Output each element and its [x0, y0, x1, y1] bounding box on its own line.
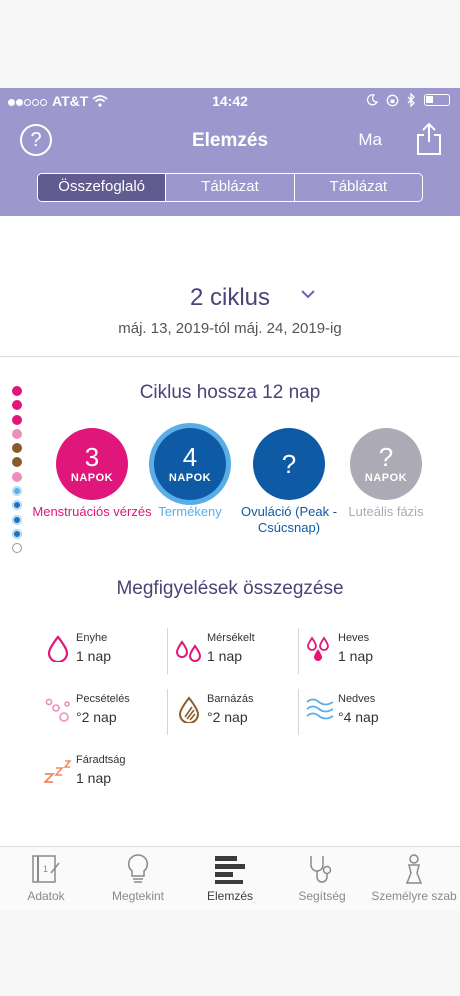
tab-data[interactable] — [0, 853, 92, 903]
cycle-day-dot — [12, 486, 22, 496]
observation-spotting[interactable] — [44, 687, 164, 737]
cycle-day-dot — [12, 472, 22, 482]
carrier: AT&T — [52, 93, 89, 109]
phase-count: 4 — [182, 442, 198, 472]
notebook-icon — [29, 853, 63, 885]
tab-analysis[interactable] — [184, 853, 276, 903]
moon-icon — [366, 94, 378, 106]
phase-label: Ovuláció (Peak - Csúcsnap) — [240, 504, 338, 535]
share-icon[interactable] — [416, 122, 442, 156]
spotting-icon — [44, 695, 72, 723]
cycle-selector[interactable] — [0, 284, 460, 312]
battery-icon — [424, 94, 450, 106]
bars-icon — [213, 853, 247, 885]
phase-label: Termékeny — [158, 504, 222, 519]
observation-name: Barnázás — [207, 693, 254, 705]
phase-circle — [56, 428, 128, 500]
segment-table-1[interactable]: Táblázat — [166, 174, 294, 201]
observation-name: Nedves — [338, 693, 376, 705]
observation-value: °2 nap — [76, 709, 117, 725]
status-right — [366, 93, 450, 107]
observation-heavy[interactable] — [306, 626, 426, 676]
observation-name: Enyhe — [76, 632, 108, 644]
divider — [298, 689, 299, 735]
observation-light[interactable] — [44, 626, 164, 676]
page-title: Elemzés — [191, 130, 269, 151]
stethoscope-icon — [305, 853, 339, 885]
segment-table-2[interactable]: Táblázat — [329, 178, 388, 195]
phase-circle — [350, 428, 422, 500]
divider — [167, 628, 168, 674]
rotation-lock-icon — [386, 94, 399, 107]
cycle-day-dot — [12, 529, 22, 539]
tab-label: Megtekint — [111, 889, 165, 903]
app-screen — [0, 88, 460, 910]
tab-label: Adatok — [27, 889, 65, 903]
tab-help[interactable] — [276, 853, 368, 903]
observation-fatigue[interactable] — [44, 748, 164, 798]
cycle-day-dot — [12, 443, 22, 453]
phase-count: ? — [281, 449, 297, 479]
tab-review[interactable] — [92, 853, 184, 903]
tab-customize[interactable] — [368, 853, 460, 903]
cycle-day-dot — [12, 415, 22, 425]
bluetooth-icon — [407, 93, 416, 107]
tab-label: Elemzés — [206, 889, 253, 903]
observation-value: °2 nap — [207, 709, 248, 725]
cycle-day-dot — [12, 500, 22, 510]
cycle-day-dots — [12, 386, 24, 558]
observation-name: Fáradtság — [76, 754, 126, 766]
observation-brownish[interactable] — [175, 687, 295, 737]
today-button[interactable]: Ma — [358, 130, 382, 149]
tab-label: Segítség — [298, 889, 346, 903]
cycle-title: 2 ciklus — [189, 284, 271, 311]
divider — [0, 356, 460, 357]
divider — [298, 628, 299, 674]
zzz-icon — [44, 756, 72, 784]
cycle-day-dot — [12, 429, 22, 439]
phase-count: ? — [378, 442, 394, 472]
observation-wet[interactable] — [306, 687, 426, 737]
phase-unit: NAPOK — [70, 472, 114, 484]
moderate-drops-icon — [175, 634, 203, 662]
observation-name: Heves — [338, 632, 370, 644]
observation-name: Mérsékelt — [207, 632, 255, 644]
observation-value: 1 nap — [76, 648, 112, 664]
phase-circle — [154, 428, 226, 500]
phase-luteal[interactable] — [321, 428, 451, 520]
lightbulb-icon — [121, 853, 155, 885]
brown-drop-icon — [175, 695, 203, 723]
chevron-down-icon[interactable] — [298, 284, 318, 304]
phase-circle — [253, 428, 325, 500]
wet-waves-icon — [306, 695, 334, 723]
phase-label: Luteális fázis — [348, 504, 424, 519]
cycle-day-dot — [12, 543, 22, 553]
svg-text:1: 1 — [43, 864, 49, 874]
segment-summary[interactable]: Összefoglaló — [38, 174, 166, 201]
observation-value: °4 nap — [338, 709, 379, 725]
phase-unit: NAPOK — [168, 472, 212, 484]
observation-name: Pecsételés — [76, 693, 130, 705]
tab-label: Személyre szab — [371, 889, 457, 903]
help-button[interactable]: ? — [20, 124, 52, 156]
observations-title: Megfigyelések összegzése — [116, 578, 344, 599]
phase-count: 3 — [84, 442, 100, 472]
cycle-day-dot — [12, 457, 22, 467]
phase-unit: NAPOK — [364, 472, 408, 484]
cycle-length: Ciklus hossza 12 nap — [139, 382, 321, 403]
cycle-date-range: máj. 13, 2019-tól máj. 24, 2019-ig — [118, 320, 342, 337]
nav-header — [0, 88, 460, 216]
light-drop-icon — [44, 634, 72, 662]
tab-bar — [0, 846, 460, 910]
cycle-day-dot — [12, 515, 22, 525]
divider — [167, 689, 168, 735]
observation-value: 1 nap — [207, 648, 243, 664]
phase-label: Menstruációs vérzés — [32, 504, 152, 519]
status-time: 14:42 — [212, 93, 248, 109]
person-icon — [397, 853, 431, 885]
view-segmented-control — [37, 173, 423, 202]
observation-value: 1 nap — [338, 648, 374, 664]
observation-moderate[interactable] — [175, 626, 295, 676]
heavy-drops-icon — [306, 634, 334, 662]
observation-value: 1 nap — [76, 770, 112, 786]
